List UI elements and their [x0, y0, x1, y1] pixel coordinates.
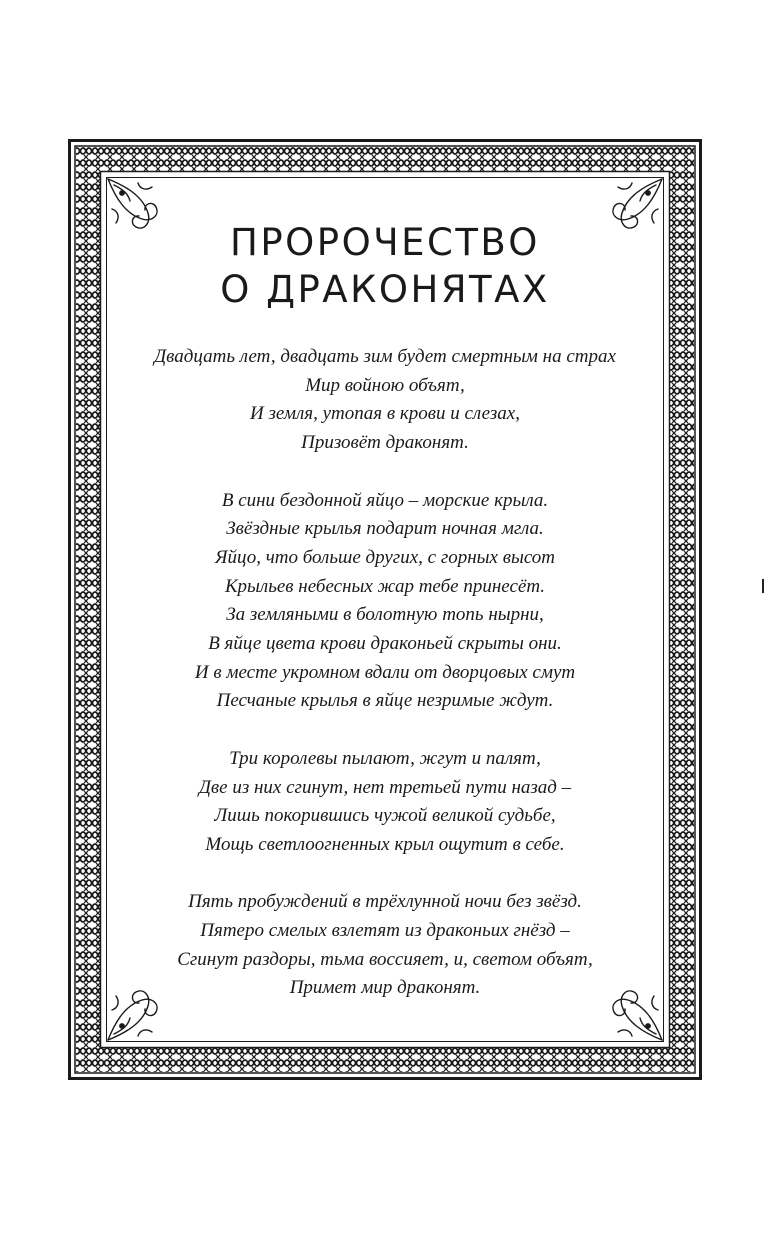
stanza-1 — [100, 343, 670, 458]
verse-line: В яйце цвета крови драконьей скрыты они. — [208, 633, 562, 655]
verse-line: Пять пробуждений в трёхлунной ночи без звёзд. — [188, 891, 582, 913]
verse-line: И земля, утопая в крови и слезах, — [250, 403, 520, 425]
verse-line: За земляными в болотную топь нырни, — [226, 604, 544, 626]
poem — [100, 343, 670, 1003]
page-title-line-1: ПРОРОЧЕСТВО — [230, 221, 540, 264]
verse-line: Лишь покорившись чужой великой судьбе, — [214, 805, 556, 827]
verse-line: В сини бездонной яйцо – морские крыла. — [221, 489, 549, 511]
verse-line: Мир войною объят, — [305, 374, 465, 396]
verse-line: Крыльев небесных жар тебе принесёт. — [224, 575, 546, 597]
verse-line: Песчаные крылья в яйце незримые ждут. — [216, 690, 554, 712]
margin-mark — [762, 579, 764, 593]
verse-line: И в месте укромном вдали от дворцовых смут — [194, 661, 576, 683]
verse-line: Мощь светлоогненных крыл ощутит в себе. — [205, 833, 565, 855]
verse-line: Сгинут раздоры, тьма воссияет, и, светом объят, — [177, 948, 593, 970]
verse-line: Двадцать лет, двадцать зим будет смертным на страх — [154, 346, 616, 367]
verse-line: Две из них сгинут, нет третьей пути назад – — [198, 776, 572, 798]
verse-line: Яйцо, что больше других, с горных высот — [214, 546, 556, 568]
stanza-3 — [100, 745, 670, 860]
verse-line: Три королевы пылают, жгут и палят, — [229, 747, 541, 769]
verse-line: Призовёт драконят. — [301, 432, 469, 454]
verse-line: Пятеро смелых взлетят из драконьих гнёзд – — [200, 920, 570, 942]
verse-line: Примет мир драконят. — [289, 977, 481, 999]
stanza-4 — [100, 888, 670, 1003]
stanza-2 — [100, 487, 670, 717]
page-title-line-2: О ДРАКОНЯТАХ — [220, 268, 550, 311]
verse-line: Звёздные крылья подарит ночная мгла. — [226, 518, 544, 540]
